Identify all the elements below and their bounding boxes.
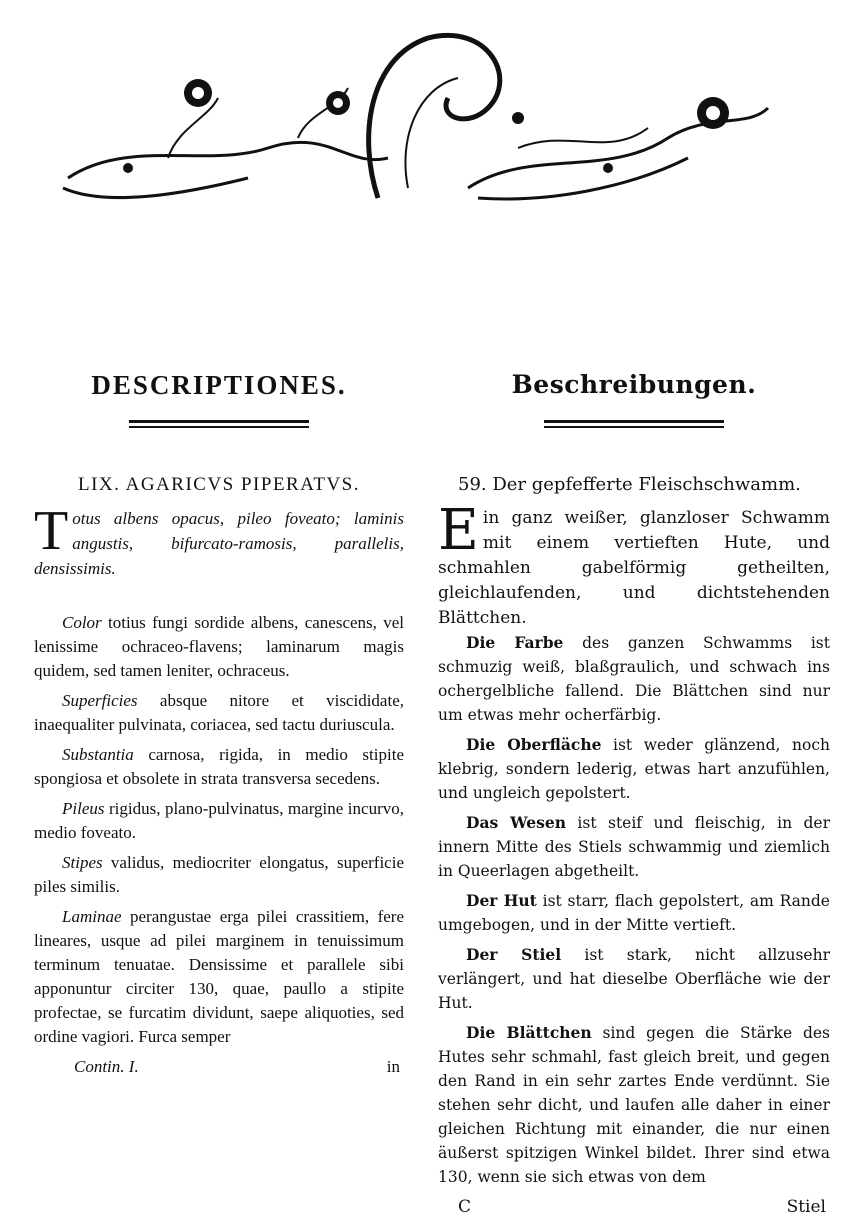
species-title-german: 59. Der gepfefferte Fleischschwamm. [458,474,801,495]
paragraph-substantia: Substantia carnosa, rigida, in medio stipite spongiosa et obsolete in strata transversa secedens. [34,745,404,788]
paragraph-stipes: Stipes validus, mediocriter elongatus, superficie piles similis. [34,853,404,896]
catchword: in [386,1057,400,1076]
diagnosis-german [438,498,830,631]
signature-mark: Contin. I. [74,1057,139,1076]
page-footer-german [438,1195,830,1219]
column-heading-german: Beschreibungen. [511,370,757,399]
rococo-ornament [48,18,788,218]
paragraph-farbe: Die Farbe des ganzen Schwamms ist schmuzig weiß, blaßgraulich, und schwach ins ochergelbliche fallend. Die Blättchen sind nur um etwas mehr ocherfärbig. [438,633,830,724]
paragraph-wesen: Das Wesen ist steif und fleischig, in der innern Mitte des Stiels schwammig und ziemlich in Queerlagen abgetheilt. [438,813,830,880]
diagnosis-text: otus albens opacus, pileo foveato; laminis angustis, bifurcato-ramosis, parallelis, densissimis. [34,509,404,578]
german-column [438,360,830,1219]
column-heading-latin: DESCRIPTIONES. [91,370,347,400]
diagnosis-latin [34,500,404,581]
species-title-latin: LIX. AGARICVS PIPERATVS. [78,474,360,495]
paragraph-pileus: Pileus rigidus, plano-pulvinatus, margine incurvo, medio foveato. [34,799,404,842]
drop-cap: E [438,498,479,563]
double-rule [544,420,724,428]
double-rule [129,420,309,428]
signature-mark: C [458,1197,472,1217]
diagnosis-text: in ganz weißer, glanzloser Schwamm mit einem vertieften Hute, und schmahlen gabelförmig getheilten, gleichlaufenden, und dichtstehenden Blättchen. [438,508,830,628]
paragraph-laminae: Laminae perangustae erga pilei crassitiem, fere lineares, usque ad pilei marginem in tenuissimum terminum tenuatae. Densissime et parallele sibi apponuntur circiter 130, quae, paullo a stipite profectae, se furcatim dividunt, saepe aliquoties, sed ordine vagiori. Furca semper [34,907,404,1046]
paragraph-superficies: Superficies absque nitore et viscididate, inaequaliter pulvinata, coriacea, sed tactu duriuscula. [34,691,404,734]
paragraph-color: Color totius fungi sordide albens, canescens, vel lenissime ochraceo-flavens; laminarum magis quidem, sed tamen leniter, ochraceus. [34,613,404,680]
paragraph-stiel: Der Stiel ist stark, nicht allzusehr verlängert, und hat dieselbe Oberfläche wie der Hut. [438,945,830,1012]
paragraph-blaettchen: Die Blättchen sind gegen die Stärke des Hutes sehr schmahl, fast gleich breit, und gegen den Rand in ein sehr zartes Ende verdünnt. Sie stehen sehr dicht, und laufen alle daher in einer gleichen Richtung mit einander, die nur einen äußerst spitzigen Winkel bildet. Ihrer sind etwa 130, wenn sie sich etwas von dem [438,1023,830,1186]
page-footer-latin [34,1055,404,1079]
latin-column [34,360,404,1079]
catchword: Stiel [786,1197,826,1217]
paragraph-oberflaeche: Die Oberfläche ist weder glänzend, noch klebrig, sondern lederig, etwas hart anzufühlen, und ungleich gepolstert. [438,735,831,802]
paragraph-hut: Der Hut ist starr, flach gepolstert, am Rande umgebogen, und in der Mitte vertieft. [438,891,830,934]
drop-cap: T [34,500,69,562]
